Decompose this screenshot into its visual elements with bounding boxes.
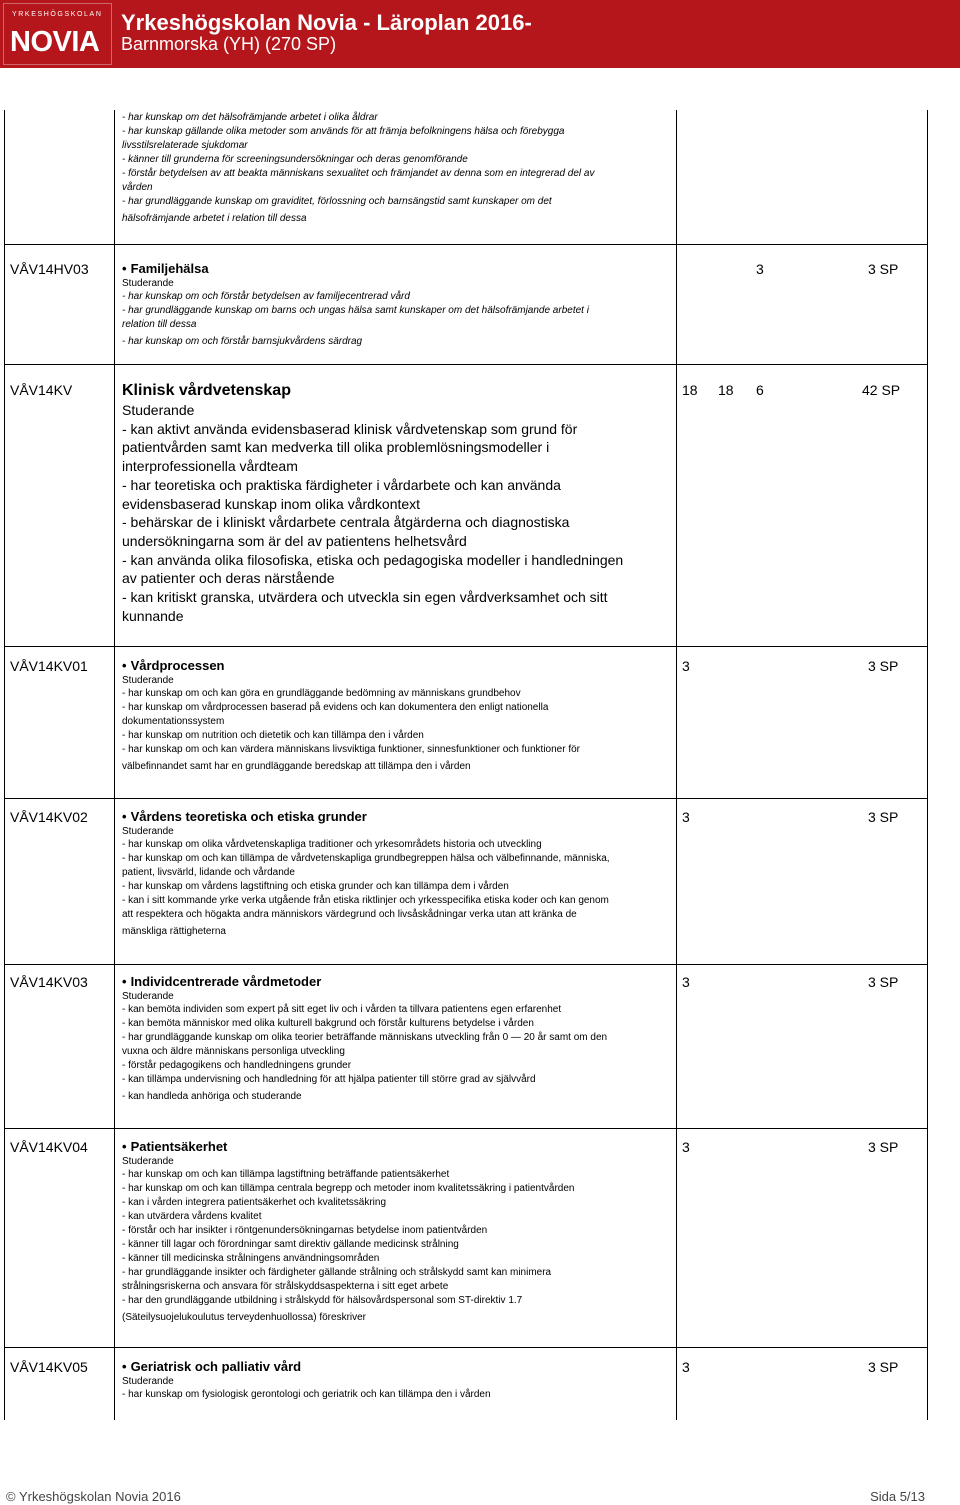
objective-line: mänskliga rättigheterna [122, 926, 226, 937]
objective-line: - kan bemöta människor med olika kulturell bakgrund och förstår kulturens betydelse i vården [122, 1018, 534, 1029]
logo-top-text: YRKESHÖGSKOLAN [12, 11, 103, 18]
logo-main-text: NOVIA [10, 26, 100, 58]
objective-line: - behärskar de i kliniskt vårdarbete centrala åtgärderna och diagnostiska [122, 514, 570, 531]
bullet-icon: • [122, 658, 127, 673]
objective-line: kunnande [122, 607, 184, 624]
objective-line: - har kunskap om och förstår betydelsen av familjecentrerad vård [122, 291, 410, 302]
course-block-hv03 [122, 261, 672, 349]
objective-line: - kan tillämpa undervisning och handledning för att hjälpa patienter till större grad av självvård [122, 1074, 536, 1085]
studerande-label: Studerande [122, 675, 174, 686]
table-border-left [4, 110, 5, 1420]
credit-total: 42 SP [862, 382, 901, 398]
objective-line: - känner till lagar och förordningar samt direktiv gällande medicinsk strålning [122, 1239, 459, 1250]
objective-line: evidensbaserad kunskap inom olika vårdkontext [122, 495, 421, 512]
course-block-kv02 [122, 809, 672, 939]
objective-line: - har grundläggande insikter och färdigheter gällande strålning och strålskydd samt kan minimera [122, 1267, 552, 1278]
course-code: VÅV14KV [10, 382, 73, 398]
course-block-kv05 [122, 1359, 672, 1402]
course-code: VÅV14KV05 [10, 1359, 88, 1375]
credit-total: 3 SP [868, 1139, 899, 1155]
studerande-label: Studerande [122, 826, 174, 837]
course-title: • Individcentrerade vårdmetoder [122, 974, 322, 989]
bullet-icon: • [122, 261, 127, 276]
row-separator [4, 244, 928, 245]
credit-value: 3 [756, 261, 764, 277]
row-separator [4, 1128, 928, 1129]
objective-line: - kan använda olika filosofiska, etiska och pedagogiska modeller i handledningen [122, 551, 624, 568]
objective-line: - har kunskap om det hälsofrämjande arbetet i olika åldrar [122, 112, 378, 123]
objective-line: dokumentationssystem [122, 716, 225, 727]
credit-total: 3 SP [868, 658, 899, 674]
objective-line: - kan bemöta individen som expert på sitt eget liv och i vården ta tillvara patientens egen erfarenhet [122, 1004, 562, 1015]
bullet-icon: • [122, 1139, 127, 1154]
objective-line: - kan aktivt använda evidensbaserad klinisk vårdvetenskap som grund för [122, 420, 578, 437]
continued-objectives [122, 111, 672, 226]
course-title: • Vårdens teoretiska och etiska grunder [122, 809, 367, 824]
objective-line: - har kunskap om nutrition och dietetik och kan tillämpa den i vården [122, 730, 424, 741]
row-separator [4, 964, 928, 965]
objective-line: - känner till medicinska strålningens användningsområden [122, 1253, 380, 1264]
objective-line: relation till dessa [122, 319, 197, 330]
credit-total: 3 SP [868, 974, 899, 990]
objective-line: - har kunskap om fysiologisk gerontologi och geriatrik och kan tillämpa den i vården [122, 1389, 491, 1400]
page-title: Yrkeshögskolan Novia - Läroplan 2016- [121, 10, 532, 35]
objective-line: - har kunskap om olika vårdvetenskapliga traditioner och yrkesområdets historia och utveckling [122, 839, 542, 850]
objective-line: strålningsriskerna och ansvara för strålskyddsaspekterna i sitt eget arbete [122, 1281, 449, 1292]
objective-line: - har kunskap om och förstår barnsjukvårdens särdrag [122, 336, 363, 347]
course-title: Klinisk vårdvetenskap [122, 382, 291, 399]
objective-line: - har den grundläggande utbildning i strålskydd för hälsovårdspersonal som ST-direktiv 1.7 [122, 1295, 523, 1306]
credit-total: 3 SP [868, 1359, 899, 1375]
studerande-label: Studerande [122, 1376, 174, 1387]
objective-line: - har teoretiska och praktiska färdigheter i vårdarbete och kan använda [122, 476, 561, 493]
row-separator [4, 646, 928, 647]
footer-page-number: Sida 5/13 [870, 1489, 925, 1504]
objective-line: av patienter och deras närstående [122, 570, 335, 587]
credit-total: 3 SP [868, 809, 899, 825]
studerande-label: Studerande [122, 402, 195, 418]
course-code: VÅV14HV03 [10, 261, 89, 277]
objective-line: livsstilsrelaterade sjukdomar [122, 140, 248, 151]
objective-line: vården [122, 182, 153, 193]
objective-line: - har grundläggande kunskap om barns och ungas hälsa samt kunskaper om det hälsofrämjande arbetet i [122, 305, 589, 316]
objective-line: patient, livsvärld, lidande och vårdande [122, 867, 295, 878]
objective-line: - har kunskap om och kan tillämpa centrala begrepp och metoder inom kvalitetssäkring i patientvården [122, 1183, 575, 1194]
credit-value: 3 [682, 974, 690, 990]
credit-value: 3 [682, 1139, 690, 1155]
objective-line: (Säteilysuojelukoulutus terveydenhuollossa) föreskriver [122, 1312, 367, 1323]
credit-total: 3 SP [868, 261, 899, 277]
objective-line: - har kunskap om och kan tillämpa de vårdvetenskapliga grundbegreppen hälsa och välbefinnande, människa, [122, 853, 610, 864]
objective-line: - kan utvärdera vårdens kvalitet [122, 1211, 262, 1222]
objective-line: - har kunskap gällande olika metoder som används för att främja befolkningens hälsa och förebygga [122, 126, 565, 137]
objective-line: - kan handleda anhöriga och studerande [122, 1091, 302, 1102]
objective-line: att respektera och högakta andra människors värdegrund och livsåskådningar verka utan att kränka de [122, 909, 577, 920]
course-block-kv01 [122, 658, 672, 774]
row-separator [4, 364, 928, 365]
table-border-right-2 [927, 110, 928, 1420]
objective-line: - kan i sitt kommande yrke verka utgående från etiska riktlinjer och yrkesspecifika etiska koder och kan genom [122, 895, 609, 906]
course-title: • Patientsäkerhet [122, 1139, 228, 1154]
objective-line: - har kunskap om och kan göra en grundläggande bedömning av människans grundbehov [122, 688, 521, 699]
table-border-mid [114, 110, 115, 1420]
course-block-kv03 [122, 974, 672, 1104]
credit-year-2: 18 [718, 382, 734, 398]
objective-line: - har grundläggande kunskap om graviditet, förlossning och barnsängstid samt kunskaper om det [122, 196, 552, 207]
credit-value: 3 [682, 809, 690, 825]
course-code: VÅV14KV04 [10, 1139, 88, 1155]
objective-line: - kan kritiskt granska, utvärdera och utveckla sin egen vårdverksamhet och sitt [122, 589, 608, 606]
objective-line: hälsofrämjande arbetet i relation till dessa [122, 213, 307, 224]
objective-line: - har kunskap om vårdprocessen baserad på evidens och kan dokumentera den enligt nationella [122, 702, 549, 713]
objective-line: - känner till grunderna för screeningsundersökningar och deras genomförande [122, 154, 468, 165]
studerande-label: Studerande [122, 1156, 174, 1167]
course-title: • Familjehälsa [122, 261, 209, 276]
bullet-icon: • [122, 1359, 127, 1374]
bullet-icon: • [122, 974, 127, 989]
page-header [0, 0, 960, 68]
course-code: VÅV14KV03 [10, 974, 88, 990]
objective-line: vuxna och äldre människans personliga utveckling [122, 1046, 345, 1057]
credit-value: 3 [682, 1359, 690, 1375]
course-title: • Geriatrisk och palliativ vård [122, 1359, 302, 1374]
studerande-label: Studerande [122, 278, 174, 289]
objective-line: - förstår och har insikter i röntgenundersökningarnas betydelse inom patientvården [122, 1225, 488, 1236]
course-block-kv [122, 381, 672, 625]
course-code: VÅV14KV02 [10, 809, 88, 825]
credit-value: 3 [682, 658, 690, 674]
objective-line: patientvården samt kan medverka till olika problemlösningsmodeller i [122, 439, 550, 456]
objective-line: - har kunskap om vårdens lagstiftning och etiska grunder och kan tillämpa dem i vården [122, 881, 509, 892]
novia-logo [3, 3, 112, 65]
objective-line: - har grundläggande kunskap om olika teorier beträffande människans utveckling från 0 — 20 år samt om den [122, 1032, 608, 1043]
objective-line: - kan i vården integrera patientsäkerhet och kvalitetssäkring [122, 1197, 387, 1208]
course-block-kv04 [122, 1139, 672, 1325]
page-subtitle: Barnmorska (YH) (270 SP) [121, 34, 337, 54]
row-separator [4, 1347, 928, 1348]
course-code: VÅV14KV01 [10, 658, 88, 674]
objective-line: - förstår betydelsen av att beakta människans sexualitet och främjandet av denna som en integrerad del av [122, 168, 595, 179]
objective-line: - har kunskap om och kan värdera människans livsviktiga funktioner, sinnesfunktioner och funktioner för [122, 744, 581, 755]
credit-year-1: 18 [682, 382, 698, 398]
objective-line: välbefinnandet samt har en grundläggande beredskap att tillämpa den i vården [122, 761, 471, 772]
credit-year-3: 6 [756, 382, 764, 398]
footer-copyright: © Yrkeshögskolan Novia 2016 [6, 1489, 181, 1504]
studerande-label: Studerande [122, 991, 174, 1002]
objective-line: - har kunskap om och kan tillämpa lagstiftning beträffande patientsäkerhet [122, 1169, 450, 1180]
bullet-icon: • [122, 809, 127, 824]
objective-line: undersökningarna som är del av patientens helhetsvård [122, 532, 467, 549]
row-separator [4, 798, 928, 799]
table-border-right-1 [676, 110, 677, 1420]
objective-line: interprofessionella vårdteam [122, 458, 298, 475]
objective-line: - förstår pedagogikens och handledningens grunder [122, 1060, 352, 1071]
course-title: • Vårdprocessen [122, 658, 225, 673]
